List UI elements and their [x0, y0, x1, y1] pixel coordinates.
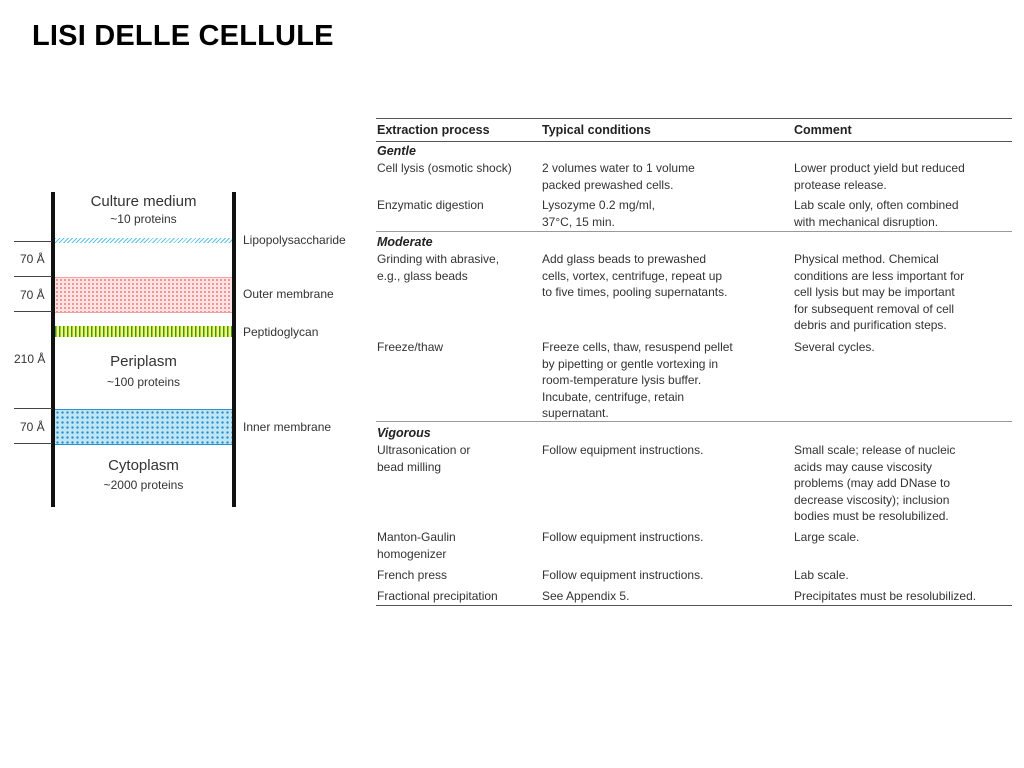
dimension-label: 70 Å: [20, 252, 45, 266]
table-cell-process: Grinding with abrasive, e.g., glass beads: [377, 252, 500, 283]
lipopolysaccharide-label: Lipopolysaccharide: [243, 233, 346, 247]
outer-membrane-label: Outer membrane: [243, 287, 334, 301]
table-cell-comment: Several cycles.: [794, 340, 875, 354]
table-rule: [376, 231, 1012, 232]
category-moderate: Moderate: [377, 235, 433, 249]
table-cell-conditions: See Appendix 5.: [542, 589, 630, 603]
header-extraction-process: Extraction process: [377, 123, 490, 137]
dimension-label: 210 Å: [14, 352, 46, 366]
dimension-label: 70 Å: [20, 288, 45, 302]
culture-medium-label: Culture medium: [90, 193, 197, 210]
table-cell-comment: Lab scale only, often combined with mechanical disruption.: [794, 198, 959, 229]
periplasm-proteins: ~100 proteins: [106, 375, 181, 389]
table-cell-comment: Precipitates must be resolubilized.: [794, 589, 977, 603]
outer-membrane-band: [55, 277, 232, 313]
table-cell-conditions: Follow equipment instructions.: [542, 568, 704, 582]
cytoplasm-proteins: ~2000 proteins: [103, 478, 184, 492]
header-typical-conditions: Typical conditions: [542, 123, 651, 137]
dimension-tick: [14, 443, 52, 444]
table-cell-conditions: Follow equipment instructions.: [542, 530, 704, 544]
inner-membrane-label: Inner membrane: [243, 420, 332, 434]
category-gentle: Gentle: [377, 144, 416, 158]
culture-medium-proteins: ~10 proteins: [110, 212, 177, 226]
table-cell-process: Cell lysis (osmotic shock): [377, 161, 512, 175]
table-rule: [376, 605, 1012, 606]
dimension-tick: [14, 276, 52, 277]
table-cell-comment: Large scale.: [794, 530, 860, 544]
peptidoglycan-label: Peptidoglycan: [243, 325, 319, 339]
table-rule: [376, 118, 1012, 119]
periplasm-label: Periplasm: [110, 353, 177, 370]
dimension-tick: [14, 408, 52, 409]
table-cell-comment: Lower product yield but reduced protease release.: [794, 161, 965, 192]
table-cell-process: Ultrasonication or bead milling: [377, 443, 471, 474]
table-cell-process: Fractional precipitation: [377, 589, 498, 603]
inner-membrane-band: [55, 409, 232, 445]
slide-title: LISI DELLE CELLULE: [32, 20, 334, 52]
table-cell-conditions: Follow equipment instructions.: [542, 443, 704, 457]
header-comment: Comment: [794, 123, 852, 137]
dimension-tick: [14, 241, 52, 242]
cytoplasm-label: Cytoplasm: [108, 457, 179, 474]
table-cell-comment: Lab scale.: [794, 568, 849, 582]
table-cell-process: Manton-Gaulin homogenizer: [377, 530, 456, 561]
diagram-right-wall: [232, 192, 236, 507]
table-cell-conditions: Freeze cells, thaw, resuspend pellet by pipetting or gentle vortexing in room-temperature lysis buffer. Incubate, centrifuge, retain supernatant.: [542, 340, 733, 420]
table-cell-conditions: Lysozyme 0.2 mg/ml, 37°C, 15 min.: [542, 198, 655, 229]
table-cell-comment: Physical method. Chemical conditions are less important for cell lysis but may be important for subsequent removal of cell debris and purification steps.: [794, 252, 965, 332]
dimension-label: 70 Å: [20, 420, 45, 434]
lipopolysaccharide-band: [55, 238, 232, 243]
dimension-tick: [14, 311, 52, 312]
peptidoglycan-band: [55, 326, 232, 337]
category-vigorous: Vigorous: [377, 426, 431, 440]
table-rule: [376, 141, 1012, 142]
table-cell-comment: Small scale; release of nucleic acids may cause viscosity problems (may add DNase to decrease viscosity); inclusion bodies must be resolubilized.: [794, 443, 956, 523]
table-cell-conditions: 2 volumes water to 1 volume packed prewashed cells.: [542, 161, 695, 192]
table-cell-process: French press: [377, 568, 448, 582]
table-cell-conditions: Add glass beads to prewashed cells, vortex, centrifuge, repeat up to five times, pooling supernatants.: [542, 252, 728, 299]
cell-envelope-diagram: [0, 0, 370, 520]
table-cell-process: Freeze/thaw: [377, 340, 444, 354]
table-cell-process: Enzymatic digestion: [377, 198, 484, 212]
